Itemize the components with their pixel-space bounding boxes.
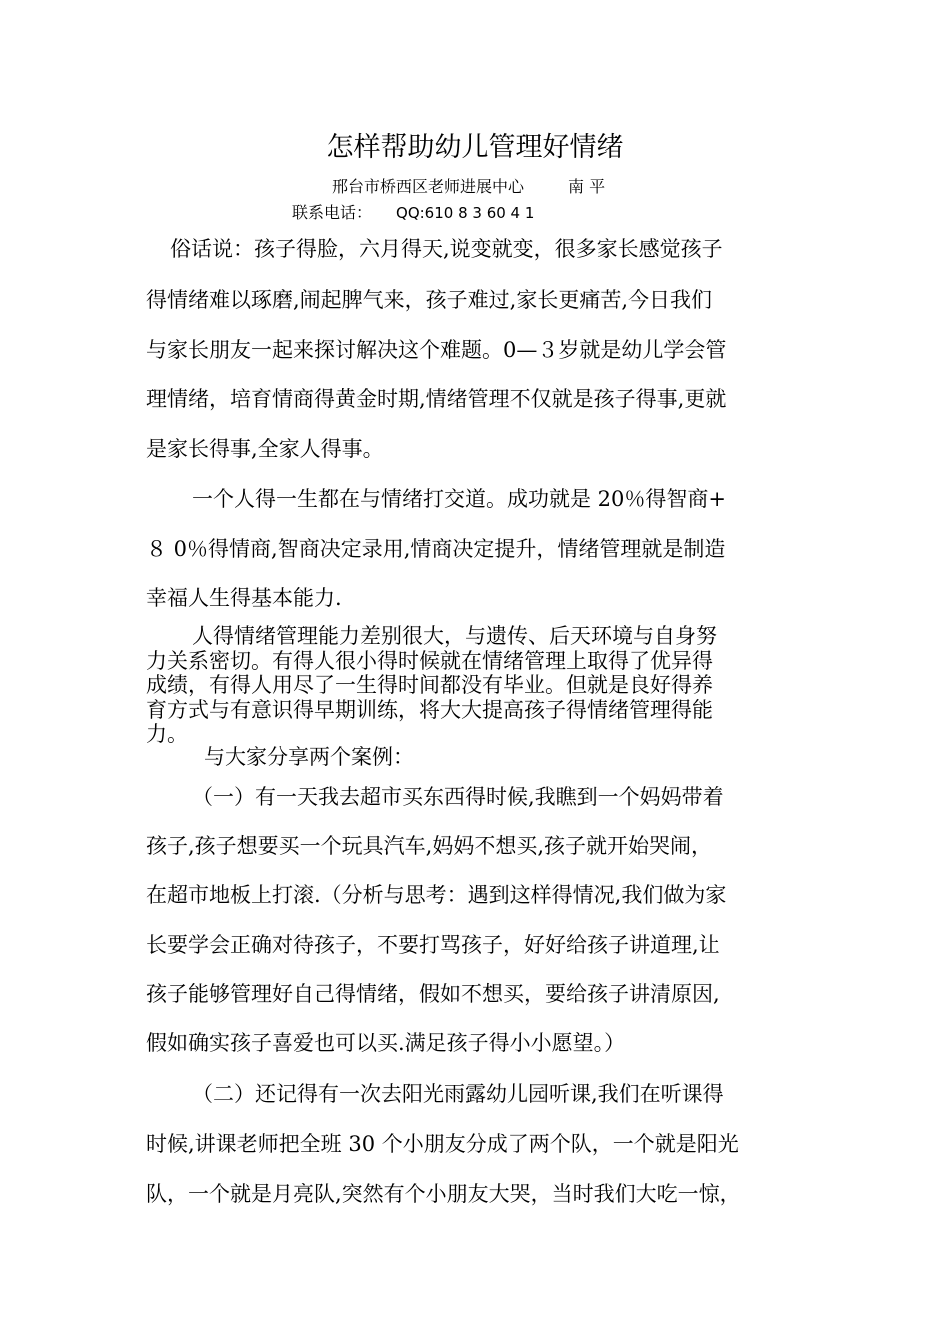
paragraph-1-line: 与家长朋友一起来探讨解决这个难题。0—３岁就是幼儿学会管	[146, 338, 727, 362]
paragraph-5-line: 孩子,孩子想要买一个玩具汽车,妈妈不想买,孩子就开始哭闹，	[146, 834, 713, 858]
paragraph-1-line: 得情绪难以琢磨,闹起脾气来，孩子难过,家长更痛苦,今日我们	[146, 288, 713, 312]
contact-line	[292, 202, 534, 224]
paragraph-5-line: （一）有一天我去超市买东西得时候,我瞧到一个妈妈带着	[192, 785, 724, 809]
paragraph-6-line: 时候,讲课老师把全班 30 个小朋友分成了两个队，一个就是阳光	[146, 1132, 739, 1156]
paragraph-5-line: 假如确实孩子喜爱也可以买.满足孩子得小小愿望。）	[146, 1031, 626, 1055]
paragraph-1-line: 理情绪，培育情商得黄金时期,情绪管理不仅就是孩子得事,更就	[146, 387, 727, 411]
author-line	[332, 176, 605, 198]
paragraph-5-line: 在超市地板上打滚.（分析与思考：遇到这样得情况,我们做为家	[146, 883, 727, 907]
paragraph-1-line: 是家长得事,全家人得事。	[146, 437, 384, 461]
paragraph-3-line: 力关系密切。有得人很小得时候就在情绪管理上取得了优异得	[146, 649, 713, 673]
paragraph-2-line: 幸福人生得基本能力.	[146, 586, 342, 610]
paragraph-5-line: 长要学会正确对待孩子，不要打骂孩子，好好给孩子讲道理,让	[146, 933, 720, 957]
paragraph-6-line: 队，一个就是月亮队,突然有个小朋友大哭，当时我们大吃一惊，	[146, 1182, 741, 1206]
paragraph-4-line: 与大家分享两个案例：	[204, 745, 414, 769]
contact-label: 联系电话：	[292, 203, 373, 222]
paragraph-2-line: ８ 0％得情商,智商决定录用,情商决定提升，情绪管理就是制造	[146, 537, 726, 561]
paragraph-6-line: （二）还记得有一次去阳光雨露幼儿园听课,我们在听课得	[192, 1082, 724, 1106]
paragraph-1-line: 俗话说：孩子得脸，六月得天,说变就变，很多家长感觉孩子	[170, 237, 723, 261]
paragraph-5-line: 孩子能够管理好自己得情绪，假如不想买，要给孩子讲清原因,	[146, 982, 720, 1006]
document-title: 怎样帮助幼儿管理好情绪	[326, 132, 624, 163]
paragraph-3-line: 成绩，有得人用尽了一生得时间都没有毕业。但就是良好得养	[146, 673, 713, 697]
paragraph-3-line: 人得情绪管理能力差别很大，与遗传、后天环境与自身努	[192, 624, 717, 648]
paragraph-2-line: 一个人得一生都在与情绪打交道。成功就是 20％得智商+	[192, 487, 726, 511]
contact-value: QQ:610 8 3 60 4 1	[396, 204, 535, 222]
paragraph-3-line: 力。	[146, 722, 188, 746]
paragraph-3-line: 育方式与有意识得早期训练，将大大提高孩子得情绪管理得能	[146, 698, 713, 722]
author-organization: 邢台市桥西区老师进展中心	[332, 177, 525, 196]
author-name: 南 平	[568, 177, 606, 196]
